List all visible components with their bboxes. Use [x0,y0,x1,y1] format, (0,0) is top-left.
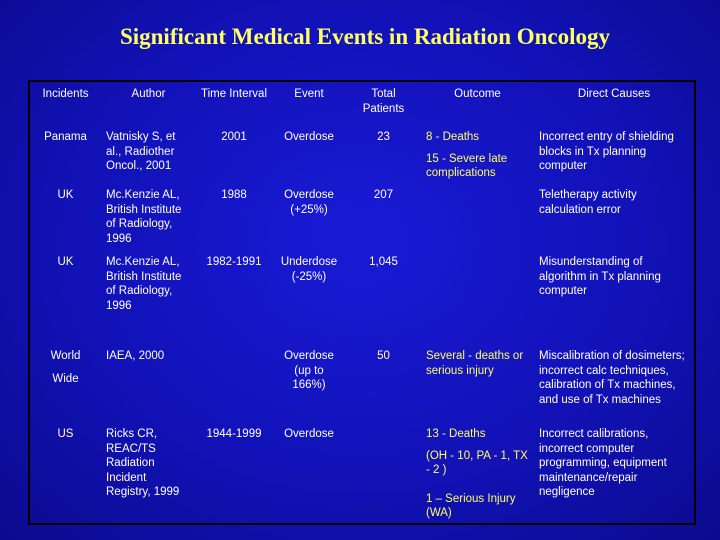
table-row [29,127,695,185]
header-direct-causes: Direct Causes [577,88,651,100]
header-row [29,81,695,127]
cause-cell: Incorrect entry of shielding blocks in Tx planning computer [539,131,674,172]
header-author: Author [131,88,166,100]
cause-cell: Miscalibration of dosimeters; incorrect calc techniques, calibration of Tx machines, and use of Tx machines [539,350,685,406]
outcome-cell [421,185,534,252]
author-cell: Ricks CR, REAC/TS Radiation Incident Registry, 1999 [106,428,180,498]
incident-cell: US [57,428,74,440]
cause-cell: Misunderstanding of algorithm in Tx planning computer [539,256,661,297]
header-time-interval: Time Interval [200,88,268,100]
patients-cell: 1,045 [369,256,398,268]
header-event: Event [294,88,324,100]
incident-cell: UK [57,256,74,268]
cause-cell: Teletherapy activity calculation error [539,189,637,216]
header-total-patients: Total Patients [362,88,405,115]
event-cell: Underdose (-25%) [280,256,338,283]
outcome-cell [421,127,534,185]
events-table [28,80,696,525]
cause-cell: Incorrect calibrations, incorrect computer programming, equipment maintenance/repair negligence [539,428,667,498]
outcome-line: 8 - Deaths [426,131,480,143]
incident-cell: Panama [44,131,87,143]
time-cell: 1988 [221,189,247,201]
author-cell: IAEA, 2000 [106,350,165,362]
outcome-line: (OH - 10, PA - 1, TX - 2 ) [426,449,528,476]
author-cell: Vatnisky S, et al., Radiother Oncol., 2001 [106,131,176,172]
incident-cell: UK [57,189,74,201]
table-row [29,252,695,346]
patients-cell: 23 [377,131,390,143]
patients-cell: 50 [377,350,390,362]
slide-title: Significant Medical Events in Radiation Oncology [119,24,611,49]
event-cell: Overdose [284,131,334,143]
time-cell [196,346,272,424]
incident-cell [29,346,101,424]
outcome-cell: Several - deaths or serious injury [426,350,524,377]
event-cell: Overdose (+25%) [284,189,334,216]
time-cell: 1982-1991 [206,256,262,268]
time-cell: 1944-1999 [206,428,262,440]
outcome-line: 1 – Serious Injury (WA) [426,492,516,519]
incident-line: World [50,350,81,362]
outcome-cell [421,424,534,524]
time-cell: 2001 [221,131,247,143]
outcome-line: 15 - Severe late complications [426,152,508,179]
incident-line: Wide [52,372,79,385]
table-row [29,185,695,252]
patients-cell: 207 [373,189,394,201]
header-incidents: Incidents [42,88,89,100]
author-cell: Mc.Kenzie AL, British Institute of Radiology, 1996 [106,256,182,312]
header-outcome: Outcome [454,88,501,100]
outcome-line: 13 - Deaths [426,428,486,440]
event-cell: Overdose (up to 166%) [284,350,334,391]
outcome-cell [421,252,534,346]
table-row [29,346,695,424]
author-cell: Mc.Kenzie AL, British Institute of Radiology, 1996 [106,189,182,245]
table-row [29,424,695,524]
event-cell: Overdose [284,428,334,440]
patients-cell [346,424,421,524]
